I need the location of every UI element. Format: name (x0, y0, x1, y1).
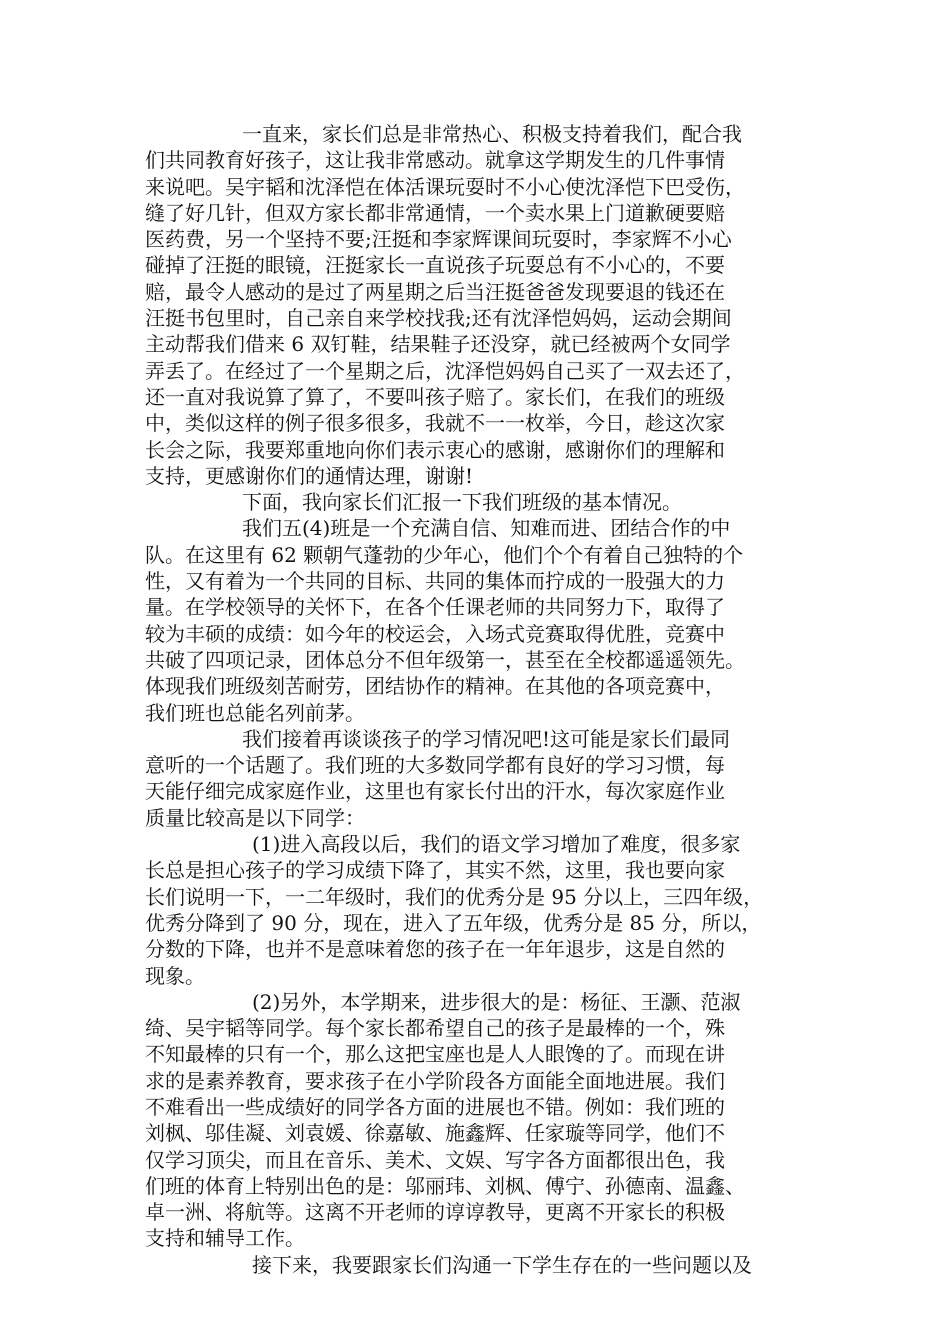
text-line: 不知最棒的只有一个，那么这把宝座也是人人眼馋的了。而现在讲 (145, 1042, 725, 1067)
text-line: 队。在这里有 62 颗朝气蓬勃的少年心，他们个个有着自己独特的个 (145, 542, 744, 567)
text-line: 求的是素养教育，要求孩子在小学阶段各方面能全面地进展。我们 (145, 1068, 725, 1093)
text-line: 我们接着再谈谈孩子的学习情况吧!这可能是家长们最同 (242, 726, 731, 751)
text-line: 医药费，另一个坚持不要;汪挺和李家辉课间玩耍时，李家辉不小心 (145, 227, 732, 252)
text-line: 卓一洲、将航等。这离不开老师的谆谆教导，更离不开家长的积极 (145, 1200, 725, 1225)
text-line: 质量比较高是以下同学： (145, 805, 365, 830)
text-line: 不难看出一些成绩好的同学各方面的进展也不错。例如：我们班的 (145, 1094, 725, 1119)
text-line: 长们说明一下，一二年级时，我们的优秀分是 95 分以上，三四年级， (145, 884, 764, 909)
text-line: 来说吧。吴宇韬和沈泽恺在体活课玩耍时不小心使沈泽恺下巴受伤， (145, 174, 745, 199)
text-line: 下面，我向家长们汇报一下我们班级的基本情况。 (242, 490, 682, 515)
text-line: 我们五(4)班是一个充满自信、知难而进、团结合作的中 (242, 516, 731, 541)
text-line: (1)进入高段以后，我们的语文学习增加了难度，很多家 (252, 832, 741, 857)
text-line: 一直来，家长们总是非常热心、积极支持着我们，配合我 (242, 122, 742, 146)
text-line: (2)另外，本学期来，进步很大的是：杨征、王灏、范淑 (252, 989, 741, 1014)
text-line: 我们班也总能名列前茅。 (145, 700, 365, 725)
text-line: 性，又有着为一个共同的目标、共同的集体而拧成的一股强大的力 (145, 569, 725, 594)
text-line: 意听的一个话题了。我们班的大多数同学都有良好的学习习惯，每 (145, 753, 725, 778)
text-line: 们共同教育好孩子，这让我非常感动。就拿这学期发生的几件事情 (145, 148, 725, 173)
text-line: 赔，最令人感动的是过了两星期之后当汪挺爸爸发现要退的钱还在 (145, 279, 725, 304)
text-line: 绮、吴宇韬等同学。每个家长都希望自己的孩子是最棒的一个，殊 (145, 1016, 725, 1041)
text-line: 长会之际，我要郑重地向你们表示衷心的感谢，感谢你们的理解和 (145, 437, 725, 462)
text-line: 支持，更感谢你们的通情达理，谢谢! (145, 463, 474, 488)
text-line: 中，类似这样的例子很多很多，我就不一一枚举，今日，趁这次家 (145, 411, 725, 436)
text-line: 体现我们班级刻苦耐劳，团结协作的精神。在其他的各项竞赛中， (145, 674, 725, 699)
text-line: 汪挺书包里时，自己亲自来学校找我;还有沈泽恺妈妈，运动会期间 (145, 306, 732, 331)
text-line: 主动帮我们借来 6 双钉鞋，结果鞋子还没穿，就已经被两个女同学 (145, 332, 731, 357)
document-body (145, 121, 810, 1278)
text-line: 们班的体育上特别出色的是：邬丽玮、刘枫、傅宁、孙德南、温鑫、 (145, 1173, 745, 1198)
text-line: 量。在学校领导的关怀下，在各个任课老师的共同努力下，取得了 (145, 595, 725, 620)
text-line: 刘枫、邬佳凝、刘袁媛、徐嘉敏、施鑫辉、任家璇等同学，他们不 (145, 1121, 725, 1146)
text-line: 支持和辅导工作。 (145, 1226, 305, 1251)
text-line: 接下来，我要跟家长们沟通一下学生存在的一些问题以及 (252, 1252, 752, 1277)
text-line: 较为丰硕的成绩：如今年的校运会，入场式竞赛取得优胜，竞赛中 (145, 621, 725, 646)
text-line: 仅学习顶尖，而且在音乐、美术、文娱、写字各方面都很出色，我 (145, 1147, 725, 1172)
text-line: 共破了四项记录，团体总分不但年级第一，甚至在全校都遥遥领先。 (145, 647, 745, 672)
text-line: 现象。 (145, 963, 205, 988)
text-line: 还一直对我说算了算了，不要叫孩子赔了。家长们，在我们的班级 (145, 384, 725, 409)
text-line: 天能仔细完成家庭作业，这里也有家长付出的汗水，每次家庭作业 (145, 779, 725, 804)
text-line: 缝了好几针，但双方家长都非常通情，一个卖水果上门道歉硬要赔 (145, 200, 725, 225)
text-line: 分数的下降，也并不是意味着您的孩子在一年年退步，这是自然的 (145, 937, 725, 962)
text-line: 优秀分降到了 90 分，现在，进入了五年级，优秀分是 85 分，所以， (145, 910, 762, 935)
text-line: 长总是担心孩子的学习成绩下降了，其实不然，这里，我也要向家 (145, 858, 725, 883)
text-line: 碰掉了汪挺的眼镜，汪挺家长一直说孩子玩耍总有不小心的，不要 (145, 253, 725, 278)
text-line: 弄丢了。在经过了一个星期之后，沈泽恺妈妈自己买了一双去还了， (145, 358, 745, 383)
